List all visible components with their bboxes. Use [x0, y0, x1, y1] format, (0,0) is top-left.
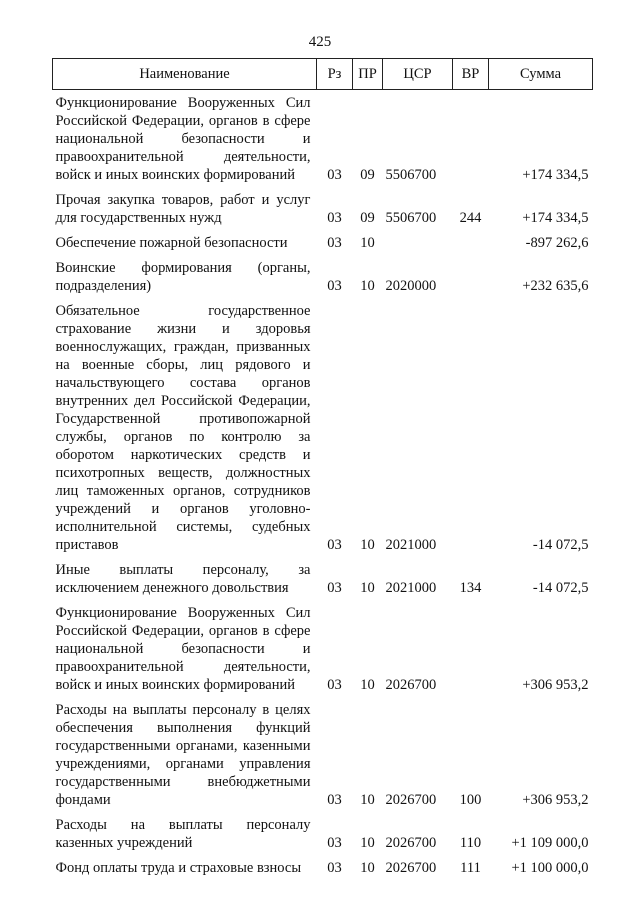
table-row: [53, 187, 593, 230]
table-body: [53, 90, 593, 881]
row-csr: 2021000: [385, 580, 437, 596]
row-name: Фонд оплаты труда и страховые взносы: [55, 860, 302, 876]
row-csr: 2026700: [385, 860, 437, 876]
row-csr: 2026700: [385, 835, 437, 851]
row-rz: 03: [327, 835, 342, 851]
table-row: [53, 230, 593, 255]
table-row: [53, 697, 593, 812]
row-vr: [453, 230, 489, 255]
row-sum: +174 334,5: [522, 210, 589, 226]
row-sum: -897 262,6: [525, 235, 589, 251]
row-csr: 5506700: [385, 167, 437, 183]
row-csr: 2026700: [385, 677, 437, 693]
row-csr: [383, 230, 453, 255]
row-pr: 10: [360, 580, 375, 596]
row-name: Обеспечение пожарной безопасности: [55, 235, 288, 251]
header-pr: ПР: [353, 59, 383, 90]
row-rz: 03: [327, 235, 342, 251]
row-vr: [453, 90, 489, 188]
table-row: [53, 812, 593, 855]
row-csr: 2021000: [385, 537, 437, 553]
table-header: [53, 59, 593, 90]
table-row: [53, 90, 593, 188]
table-row: [53, 600, 593, 697]
row-vr: 111: [460, 860, 481, 876]
row-rz: 03: [327, 537, 342, 553]
row-vr: [453, 255, 489, 298]
row-vr: 244: [459, 210, 482, 226]
row-vr: 110: [459, 835, 482, 851]
table-row: [53, 557, 593, 600]
row-rz: 03: [327, 278, 342, 294]
table-row: [53, 298, 593, 557]
row-sum: -14 072,5: [532, 537, 589, 553]
row-sum: +1 100 000,0: [511, 860, 589, 876]
budget-table: [52, 58, 593, 880]
row-csr: 5506700: [385, 210, 437, 226]
row-sum: +1 109 000,0: [511, 835, 589, 851]
header-row: [53, 59, 593, 90]
row-name: Прочая закупка товаров, работ и услуг для государственных нужд: [55, 192, 311, 226]
row-name: Иные выплаты персоналу, за исключением денежного довольствия: [55, 562, 311, 596]
row-vr: [453, 298, 489, 557]
row-rz: 03: [327, 792, 342, 808]
row-rz: 03: [327, 210, 342, 226]
header-rz: Рз: [317, 59, 353, 90]
row-rz: 03: [327, 860, 342, 876]
row-pr: 09: [360, 167, 375, 183]
row-name: Функционирование Вооруженных Сил Российской Федерации, органов в сфере национальной безопасности и правоохранительной деятельности, войск и иных воинских формирований: [55, 605, 311, 693]
row-name: Функционирование Вооруженных Сил Российской Федерации, органов в сфере национальной безопасности и правоохранительной деятельности, войск и иных воинских формирований: [55, 95, 311, 183]
header-csr: ЦСР: [383, 59, 453, 90]
row-pr: 10: [360, 537, 375, 553]
row-sum: +306 953,2: [522, 677, 589, 693]
header-vr: ВР: [453, 59, 489, 90]
row-sum: +306 953,2: [522, 792, 589, 808]
table-row: [53, 255, 593, 298]
row-rz: 03: [327, 167, 342, 183]
row-name: Воинские формирования (органы, подразделения): [55, 260, 311, 294]
header-sum: Сумма: [489, 59, 593, 90]
row-name: Расходы на выплаты персоналу в целях обеспечения выполнения функций государственными органами, казенными учреждениями, органами управления государственными внебюджетными фондами: [55, 702, 311, 808]
row-vr: [453, 600, 489, 697]
row-pr: 10: [360, 677, 375, 693]
row-pr: 10: [360, 792, 375, 808]
row-sum: +232 635,6: [522, 278, 589, 294]
row-rz: 03: [327, 580, 342, 596]
row-rz: 03: [327, 677, 342, 693]
row-vr: 134: [459, 580, 482, 596]
page-number: 425: [308, 34, 332, 50]
row-sum: +174 334,5: [522, 167, 589, 183]
row-csr: 2026700: [385, 792, 437, 808]
row-name: Расходы на выплаты персоналу казенных учреждений: [55, 817, 311, 851]
header-name: Наименование: [53, 59, 317, 90]
row-sum: -14 072,5: [532, 580, 589, 596]
row-vr: 100: [459, 792, 482, 808]
row-pr: 10: [360, 278, 375, 294]
table-row: [53, 855, 593, 880]
row-pr: 10: [360, 835, 375, 851]
row-pr: 10: [360, 235, 375, 251]
row-name: Обязательное государственное страхование жизни и здоровья военнослужащих, граждан, призванных на военные сборы, лиц рядового и начальствующего состава органов внутренних дел Российской Федерации, Государственной противопожарной службы, органов по контролю за оборотом наркотических средств и психотропных веществ, должностных лиц таможенных органов, сотрудников учреждений и органов уголовно-исполнительной системы, судебных приставов: [55, 303, 311, 553]
row-pr: 09: [360, 210, 375, 226]
row-csr: 2020000: [385, 278, 437, 294]
row-pr: 10: [360, 860, 375, 876]
